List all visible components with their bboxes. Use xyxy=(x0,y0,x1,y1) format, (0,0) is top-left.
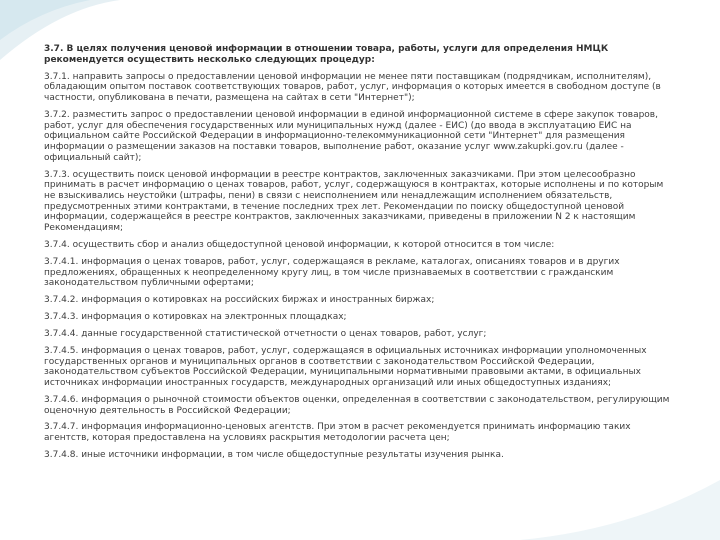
paragraph-3-7-4-8: 3.7.4.8. иные источники информации, в том числе общедоступные результаты изучения рынка. xyxy=(44,450,504,461)
paragraph-3-7-4: 3.7.4. осуществить сбор и анализ общедоступной ценовой информации, к которой относится в том числе: xyxy=(44,240,555,250)
paragraph-3-7-4-1: 3.7.4.1. информация о ценах товаров, работ, услуг, содержащаяся в рекламе, каталогах, описаниях товаров и в других предложениях, обращенных к неопределенному кругу лиц, в том числе признаваемых в соответствии с гражданским законодательством публичными офертами; xyxy=(44,256,620,289)
document-body xyxy=(44,44,676,467)
corner-swoosh-bottom-right xyxy=(520,480,720,540)
paragraph-3-7-2: 3.7.2. разместить запрос о предоставлении ценовой информации в единой информационной системе в сфере закупок товаров, работ, услуг для обеспечения государственных или муниципальных нужд (далее - ЕИС) (до ввода в эксплуатацию ЕИС на официальном сайте Российской Федерации в информационно-телекоммуникационной сети "Интернет" для размещения информации о размещении заказов на поставки товаров, выполнение работ, оказание услуг www.zakupki.gov.ru (далее - официальный сайт); xyxy=(44,109,658,163)
paragraph-3-7-4-4: 3.7.4.4. данные государственной статистической отчетности о ценах товаров, работ, услуг; xyxy=(44,328,487,339)
paragraph-3-7-1: 3.7.1. направить запросы о предоставлении ценовой информации не менее пяти поставщикам (подрядчикам, исполнителям), обладающим опытом поставок соответствующих товаров, работ, услуг, информация о которых имеется в свободном доступе (в частности, опубликована в печати, размещена на сайтах в сети "Интернет"); xyxy=(44,71,661,103)
paragraph-3-7-4-2: 3.7.4.2. информация о котировках на российских биржах и иностранных биржах; xyxy=(44,295,435,306)
paragraph-3-7-4-6: 3.7.4.6. информация о рыночной стоимости объектов оценки, определенная в соответствии с законодательством, регулирующим оценочную деятельность в Российской Федерации; xyxy=(44,394,670,416)
paragraph-3-7-4-3: 3.7.4.3. информация о котировках на электронных площадках; xyxy=(44,312,347,323)
paragraph-3-7-4-7: 3.7.4.7. информация информационно-ценовых агентств. При этом в расчет рекомендуется принимать информацию таких агентств, которая предоставлена на условиях раскрытия методологии расчета цен; xyxy=(44,422,631,444)
paragraph-3-7-4-5: 3.7.4.5. информация о ценах товаров, работ, услуг, содержащаяся в официальных источниках информации уполномоченных государственных органов и муниципальных органов в соответствии с законодательством Российской Федерации, законодательством субъектов Российской Федерации, муниципальными нормативными правовыми актами, в официальных источниках информации иностранных государств, международных организаций или иных общедоступных изданиях; xyxy=(44,345,647,388)
section-heading: 3.7. В целях получения ценовой информации в отношении товара, работы, услуги для определения НМЦК рекомендуется осуществить несколько следующих процедур: xyxy=(44,44,609,65)
paragraph-3-7-3: 3.7.3. осуществить поиск ценовой информации в реестре контрактов, заключенных заказчиками. При этом целесообразно принимать в расчет информацию о ценах товаров, работ, услуг, содержащуюся в контрактах, которые исполнены и по которым не взыскивались неустойки (штрафы, пени) в связи с неисполнением или ненадлежащим исполнением обязательств, предусмотренных этими контрактами, в течение последних трех лет. Рекомендации по поиску общедоступной ценовой информации, содержащейся в реестре контрактов, заключенных заказчиками, приведены в приложении N 2 к настоящим Рекомендациям; xyxy=(44,169,664,234)
